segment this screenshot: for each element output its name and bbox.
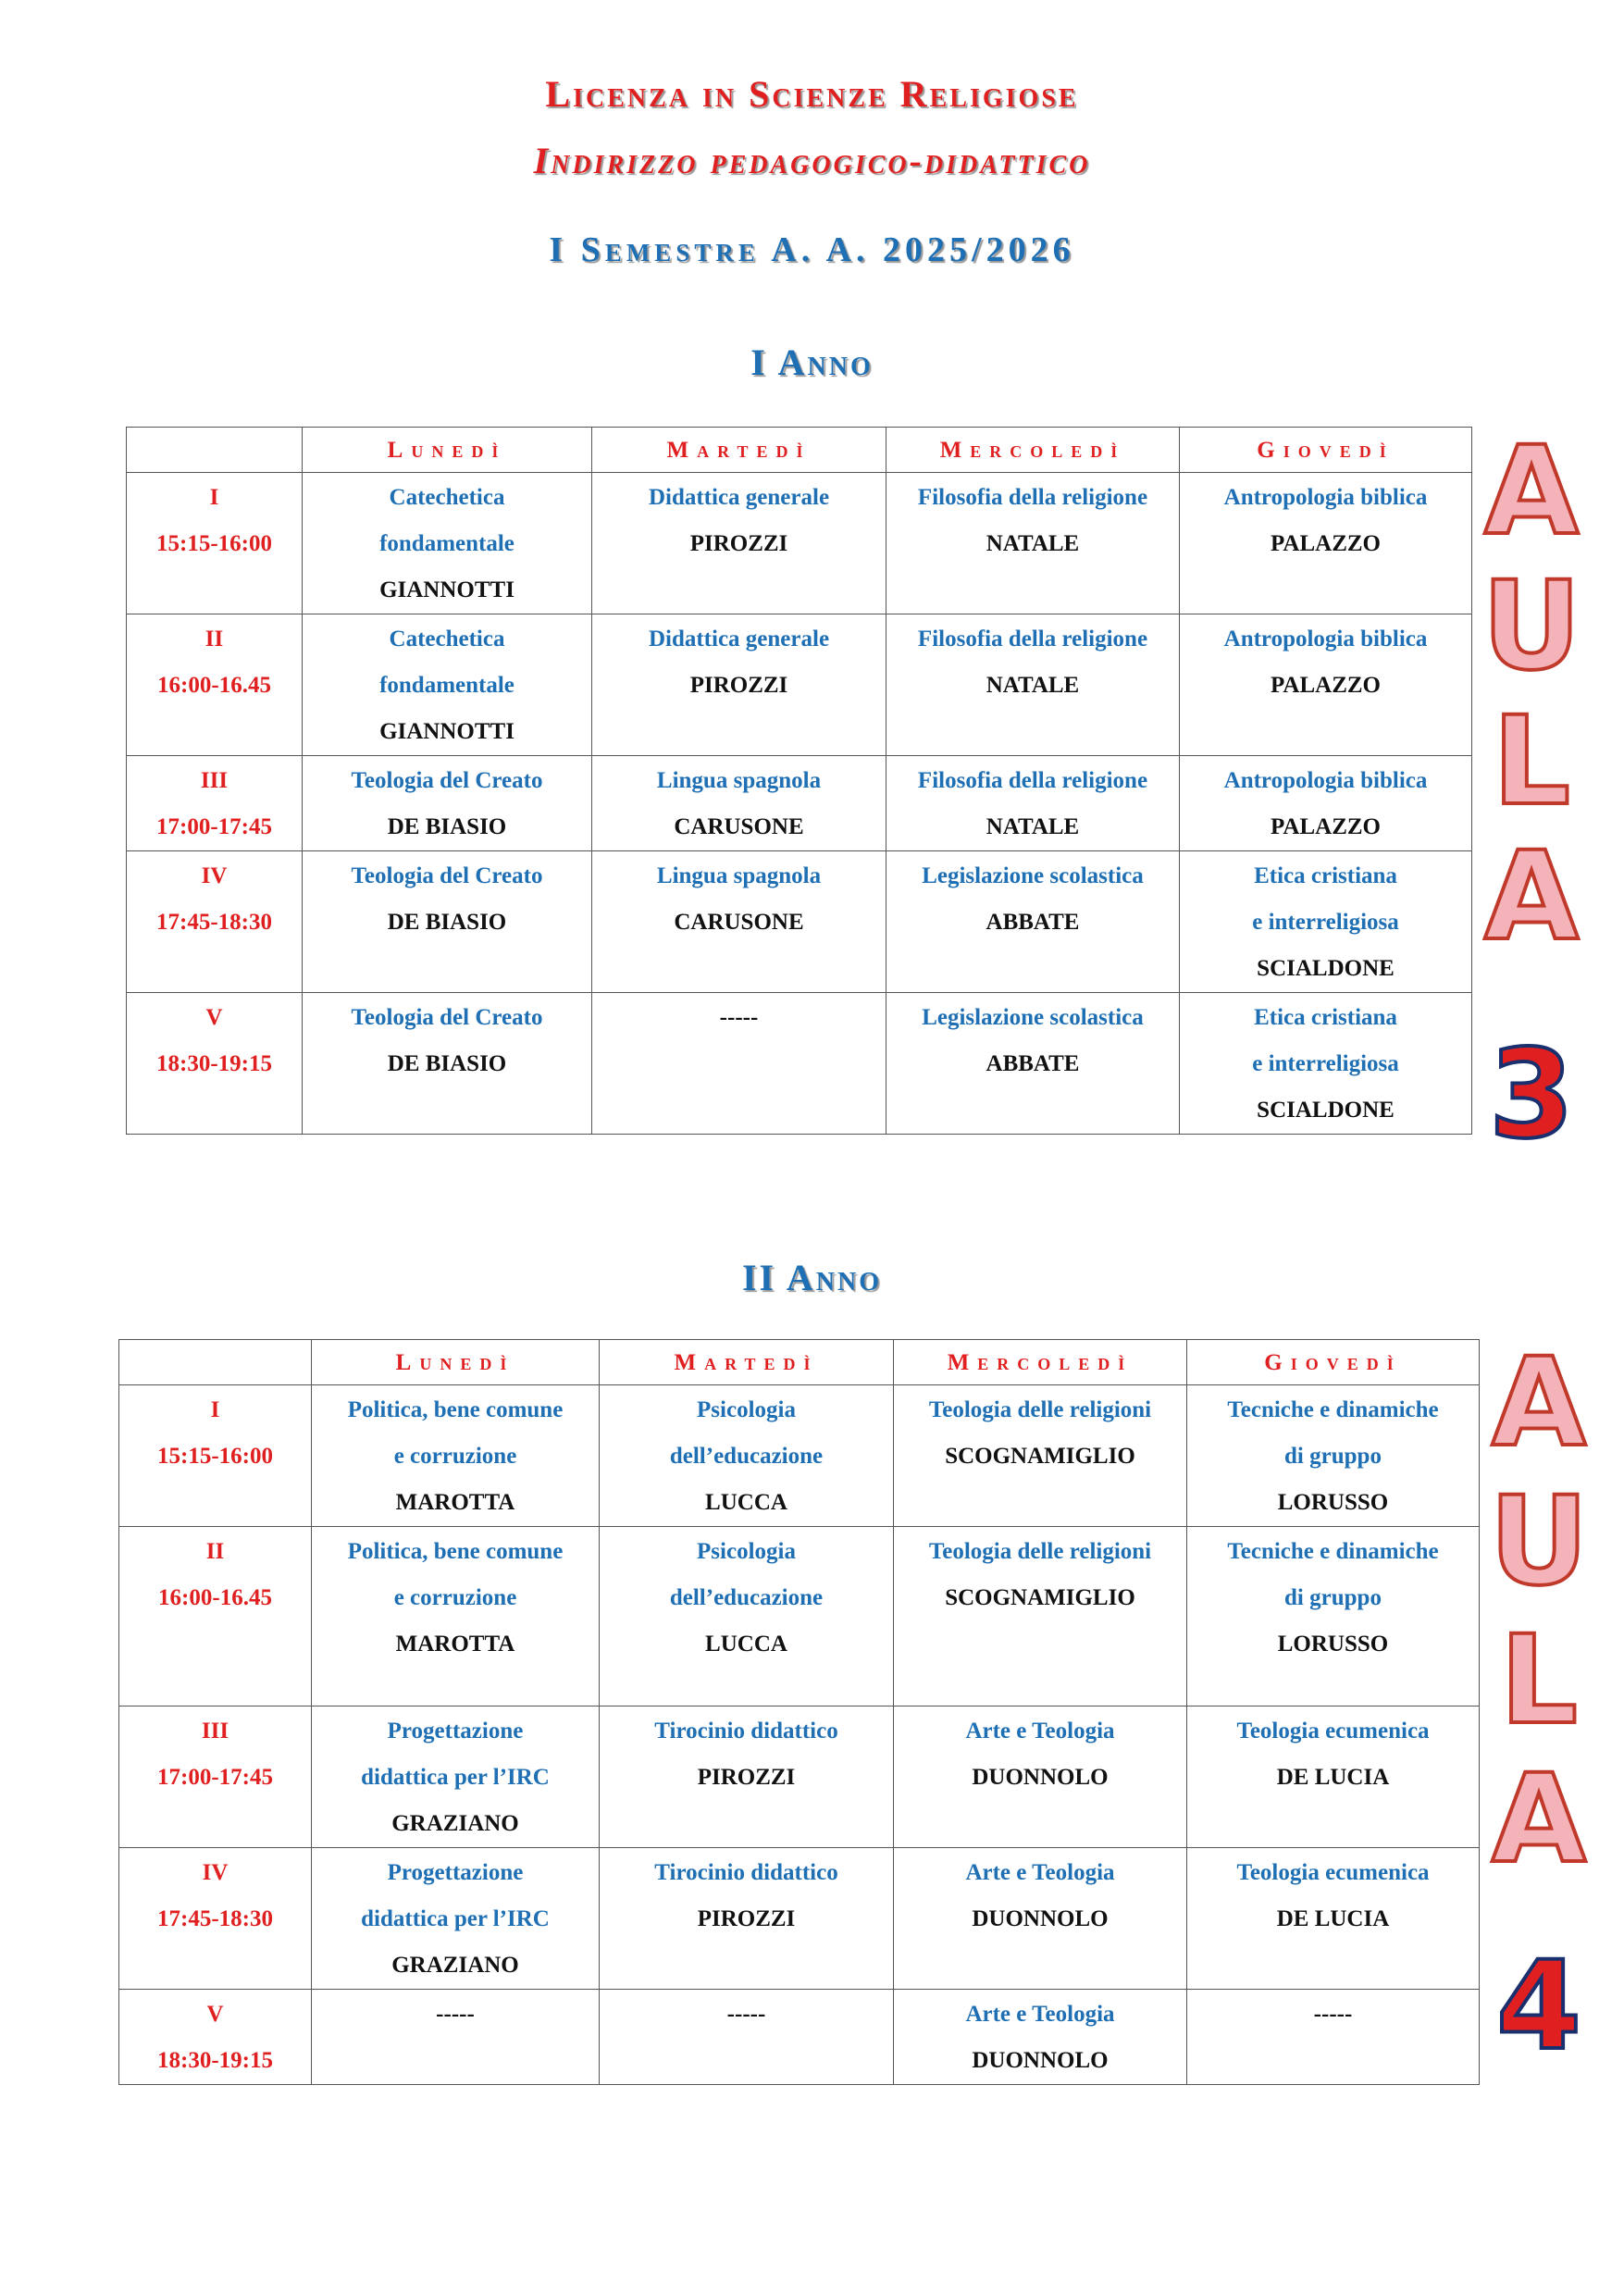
slot-time: 17:45-18:30 (156, 910, 272, 935)
professor-name: LORUSSO (1277, 1490, 1389, 1515)
professor-name: NATALE (986, 673, 1080, 698)
table-row (119, 1848, 1480, 1990)
professor-name: LUCCA (705, 1490, 787, 1515)
course-name: Tecniche e dinamiche (1227, 1397, 1439, 1422)
time-slot-cell (119, 1385, 312, 1527)
slot-number: IV (201, 863, 228, 888)
empty-slot: ----- (726, 2002, 766, 2027)
slot-number: III (201, 1719, 229, 1744)
professor-name: SCIALDONE (1257, 956, 1395, 981)
course-name: Antropologia biblica (1223, 627, 1428, 652)
lesson-cell (312, 1990, 600, 2085)
lesson-cell (592, 756, 886, 851)
aula-letter: 4 (1496, 1935, 1581, 2078)
lesson-cell (886, 756, 1180, 851)
professor-name: CARUSONE (674, 814, 804, 839)
slot-number: IV (202, 1860, 229, 1885)
slot-number: V (205, 1005, 223, 1030)
course-name: e corruzione (393, 1585, 517, 1610)
professor-name: PIROZZI (689, 673, 788, 698)
slot-time: 16:00-16.45 (158, 1585, 272, 1610)
slot-time: 18:30-19:15 (156, 1051, 272, 1076)
professor-name: PALAZZO (1271, 531, 1381, 556)
time-slot-cell (119, 1848, 312, 1990)
course-name: Tecniche e dinamiche (1227, 1539, 1439, 1564)
time-slot-cell (127, 851, 303, 993)
table-row (127, 756, 1472, 851)
course-name: Psicologia (697, 1397, 796, 1422)
table-row (119, 1990, 1480, 2085)
lesson-cell (886, 993, 1180, 1135)
header-row (119, 1340, 1480, 1385)
year-1-heading: I Anno (750, 341, 874, 383)
day-header: Giovedì (1180, 428, 1472, 473)
professor-name: LUCCA (705, 1632, 787, 1657)
corner-cell (119, 1340, 312, 1385)
lesson-cell (312, 1527, 600, 1706)
course-name: Tirocinio didattico (654, 1719, 838, 1744)
aula-letter: A (1491, 1332, 1587, 1474)
lesson-cell (592, 614, 886, 756)
professor-name: GIANNOTTI (379, 719, 514, 744)
lesson-cell (894, 1706, 1187, 1848)
course-name: Teologia ecumenica (1236, 1860, 1430, 1885)
lesson-cell (1180, 756, 1472, 851)
day-header: Martedì (592, 428, 886, 473)
course-name: Politica, bene comune (347, 1539, 564, 1564)
slot-number: III (200, 768, 229, 793)
course-name: Filosofia della religione (917, 627, 1148, 652)
professor-name: MAROTTA (395, 1490, 515, 1515)
slot-number: I (210, 1397, 220, 1422)
course-name: Legislazione scolastica (922, 863, 1144, 888)
professor-name: ABBATE (986, 910, 1080, 935)
semester-heading: I Semestre A. A. 2025/2026 (549, 230, 1075, 269)
course-name: Etica cristiana (1254, 1005, 1397, 1030)
course-name: Arte e Teologia (965, 1860, 1115, 1885)
year-2-heading: II Anno (741, 1257, 883, 1298)
course-name: didattica per l’IRC (361, 1765, 550, 1790)
professor-name: LORUSSO (1277, 1632, 1389, 1657)
slot-time: 15:15-16:00 (157, 1444, 273, 1469)
time-slot-cell (127, 473, 303, 614)
lesson-cell (303, 756, 592, 851)
professor-name: NATALE (986, 531, 1080, 556)
professor-name: SCIALDONE (1257, 1098, 1395, 1123)
slot-time: 16:00-16.45 (157, 673, 271, 698)
course-name: Teologia del Creato (351, 768, 543, 793)
day-header: Giovedì (1187, 1340, 1480, 1385)
lesson-cell (600, 1848, 894, 1990)
table-row (119, 1385, 1480, 1527)
time-slot-cell (119, 1706, 312, 1848)
lesson-cell (600, 1706, 894, 1848)
aula-letter: 3 (1489, 1024, 1574, 1166)
lesson-cell (1187, 1385, 1480, 1527)
course-name: Teologia ecumenica (1236, 1719, 1430, 1744)
course-name: dell’educazione (669, 1585, 824, 1610)
course-name: Arte e Teologia (965, 1719, 1115, 1744)
timetable-year-2 (118, 1339, 1480, 2085)
course-name: fondamentale (379, 531, 514, 556)
lesson-cell (1180, 614, 1472, 756)
slot-number: II (205, 627, 224, 652)
aula-letter: U (1489, 1471, 1589, 1613)
time-slot-cell (127, 756, 303, 851)
course-name: Catechetica (389, 627, 505, 652)
slot-time: 17:45-18:30 (157, 1906, 273, 1931)
slot-time: 15:15-16:00 (156, 531, 272, 556)
lesson-cell (312, 1706, 600, 1848)
course-name: dell’educazione (669, 1444, 824, 1469)
table-row (127, 993, 1472, 1135)
lesson-cell (886, 473, 1180, 614)
professor-name: DE BIASIO (387, 814, 507, 839)
aula-letter: L (1492, 690, 1571, 833)
professor-name: PALAZZO (1271, 814, 1381, 839)
document-subtitle: Indirizzo pedagogico-didattico (533, 140, 1091, 181)
course-name: fondamentale (379, 673, 514, 698)
slot-time: 17:00-17:45 (156, 814, 272, 839)
course-name: Antropologia biblica (1223, 768, 1428, 793)
document-title: Licenza in Scienze Religiose (545, 73, 1079, 115)
corner-cell (127, 428, 303, 473)
aula-letter: U (1481, 555, 1581, 698)
professor-name: PIROZZI (689, 531, 788, 556)
aula-3-label (1471, 420, 1592, 1166)
header-row (127, 428, 1472, 473)
lesson-cell (592, 473, 886, 614)
lesson-cell (600, 1990, 894, 2085)
course-name: Lingua spagnola (656, 768, 822, 793)
lesson-cell (303, 993, 592, 1135)
course-name: Lingua spagnola (656, 863, 822, 888)
professor-name: DE LUCIA (1276, 1765, 1390, 1790)
lesson-cell (894, 1527, 1187, 1706)
course-name: Filosofia della religione (917, 768, 1148, 793)
aula-4-label (1479, 1332, 1599, 2078)
lesson-cell (312, 1385, 600, 1527)
course-name: di gruppo (1284, 1444, 1382, 1469)
professor-name: GRAZIANO (391, 1953, 519, 1978)
lesson-cell (894, 1990, 1187, 2085)
course-name: Progettazione (387, 1719, 524, 1744)
time-slot-cell (127, 993, 303, 1135)
professor-name: DUONNOLO (972, 1906, 1109, 1931)
course-name: Progettazione (387, 1860, 524, 1885)
course-name: Didattica generale (648, 485, 830, 510)
lesson-cell (600, 1527, 894, 1706)
lesson-cell (1180, 993, 1472, 1135)
lesson-cell (592, 851, 886, 993)
professor-name: GIANNOTTI (379, 577, 514, 602)
table-row (127, 614, 1472, 756)
day-header: Lunedì (312, 1340, 600, 1385)
time-slot-cell (127, 614, 303, 756)
course-name: Teologia del Creato (351, 863, 543, 888)
day-header: Lunedì (303, 428, 592, 473)
course-name: e interreligiosa (1252, 1051, 1399, 1076)
time-slot-cell (119, 1527, 312, 1706)
aula-letter: A (1483, 825, 1580, 968)
lesson-cell (303, 851, 592, 993)
lesson-cell (886, 851, 1180, 993)
time-slot-cell (119, 1990, 312, 2085)
slot-time: 18:30-19:15 (157, 2048, 273, 2073)
professor-name: SCOGNAMIGLIO (945, 1585, 1135, 1610)
empty-slot: ----- (719, 1005, 759, 1030)
lesson-cell (894, 1385, 1187, 1527)
course-name: Etica cristiana (1254, 863, 1397, 888)
lesson-cell (312, 1848, 600, 1990)
lesson-cell (1187, 1527, 1480, 1706)
timetable-year-1 (126, 427, 1472, 1135)
lesson-cell (886, 614, 1180, 756)
professor-name: PIROZZI (697, 1765, 796, 1790)
course-name: Teologia delle religioni (928, 1397, 1152, 1422)
course-name: Politica, bene comune (347, 1397, 564, 1422)
professor-name: DE BIASIO (387, 910, 507, 935)
lesson-cell (303, 473, 592, 614)
course-name: Filosofia della religione (917, 485, 1148, 510)
course-name: e interreligiosa (1252, 910, 1399, 935)
lesson-cell (1180, 473, 1472, 614)
professor-name: ABBATE (986, 1051, 1080, 1076)
aula-letter: A (1491, 1748, 1587, 1891)
slot-number: V (206, 2002, 224, 2027)
professor-name: DE LUCIA (1276, 1906, 1390, 1931)
professor-name: GRAZIANO (391, 1811, 519, 1836)
course-name: Catechetica (389, 485, 505, 510)
course-name: didattica per l’IRC (361, 1906, 550, 1931)
course-name: Didattica generale (648, 627, 830, 652)
course-name: Psicologia (697, 1539, 796, 1564)
professor-name: DE BIASIO (387, 1051, 507, 1076)
course-name: e corruzione (393, 1444, 517, 1469)
professor-name: CARUSONE (674, 910, 804, 935)
course-name: di gruppo (1284, 1585, 1382, 1610)
slot-number: I (209, 485, 219, 510)
day-header: Mercoledì (894, 1340, 1187, 1385)
lesson-cell (894, 1848, 1187, 1990)
aula-letter: A (1483, 420, 1580, 563)
table-row (119, 1527, 1480, 1706)
lesson-cell (600, 1385, 894, 1527)
professor-name: PALAZZO (1271, 673, 1381, 698)
course-name: Antropologia biblica (1223, 485, 1428, 510)
course-name: Legislazione scolastica (922, 1005, 1144, 1030)
slot-time: 17:00-17:45 (157, 1765, 273, 1790)
empty-slot: ----- (436, 2002, 475, 2027)
lesson-cell (592, 993, 886, 1135)
course-name: Tirocinio didattico (654, 1860, 838, 1885)
aula-letter: L (1499, 1609, 1579, 1752)
lesson-cell (303, 614, 592, 756)
day-header: Mercoledì (886, 428, 1180, 473)
lesson-cell (1187, 1990, 1480, 2085)
empty-slot: ----- (1313, 2002, 1353, 2027)
professor-name: SCOGNAMIGLIO (945, 1444, 1135, 1469)
course-name: Arte e Teologia (965, 2002, 1115, 2027)
professor-name: DUONNOLO (972, 2048, 1109, 2073)
day-header: Martedì (600, 1340, 894, 1385)
course-name: Teologia del Creato (351, 1005, 543, 1030)
professor-name: PIROZZI (697, 1906, 796, 1931)
table-row (127, 473, 1472, 614)
table-row (119, 1706, 1480, 1848)
lesson-cell (1180, 851, 1472, 993)
professor-name: DUONNOLO (972, 1765, 1109, 1790)
lesson-cell (1187, 1848, 1480, 1990)
course-name: Teologia delle religioni (928, 1539, 1152, 1564)
table-row (127, 851, 1472, 993)
professor-name: MAROTTA (395, 1632, 515, 1657)
lesson-cell (1187, 1706, 1480, 1848)
slot-number: II (205, 1539, 225, 1564)
professor-name: NATALE (986, 814, 1080, 839)
